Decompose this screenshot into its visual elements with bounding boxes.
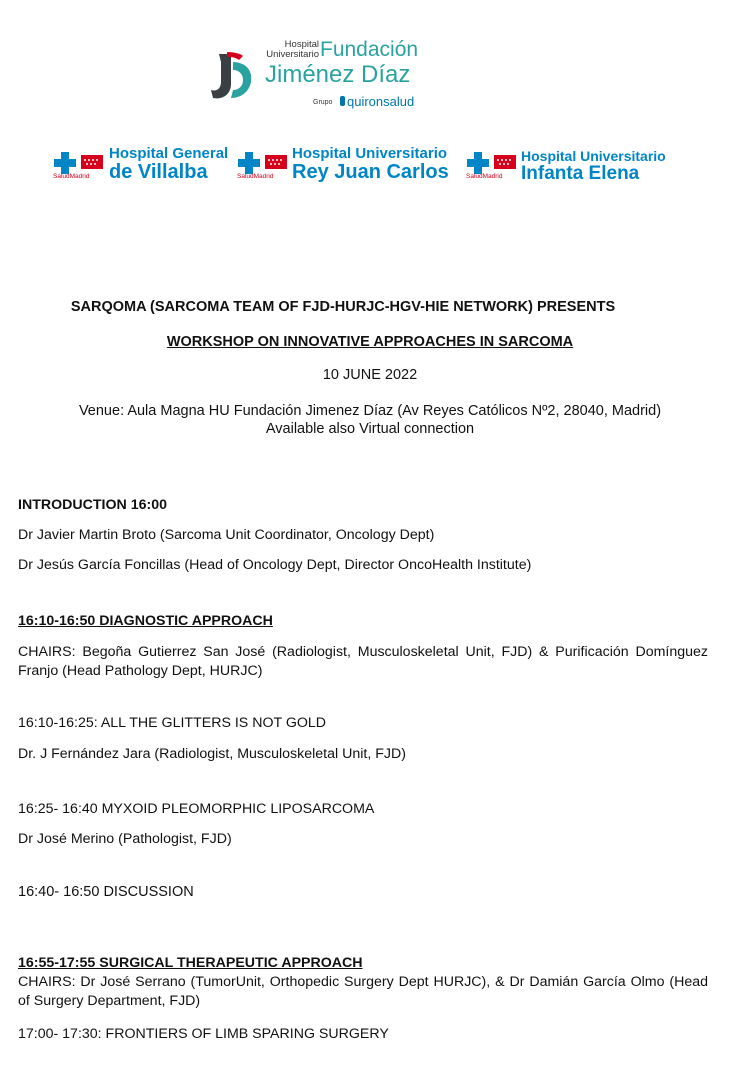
intro-title: INTRODUCTION 16:00 <box>18 497 167 513</box>
grupo-label: Grupo <box>313 99 333 106</box>
talk1-title: 16:10-16:25: ALL THE GLITTERS IS NOT GOLD <box>18 715 327 731</box>
fjd-name-line1: Fundación <box>320 38 419 61</box>
surgical-title: 16:55-17:55 SURGICAL THERAPEUTIC APPROACH <box>18 955 363 971</box>
saludmadrid-label: SaludMadrid <box>466 173 503 180</box>
talk2-title: 16:25- 16:40 MYXOID PLEOMORPHIC LIPOSARCOMA <box>18 801 375 817</box>
quironsalud-logo: quironsalud <box>347 94 415 109</box>
fjd-logo-icon <box>205 50 255 105</box>
saludmadrid-label: SaludMadrid <box>53 173 90 180</box>
saludmadrid-label: SaludMadrid <box>237 173 274 180</box>
fjd-small-line1: Hospital <box>284 39 319 50</box>
talk2-speaker: Dr José Merino (Pathologist, FJD) <box>18 831 232 847</box>
virtual-text: Available also Virtual connection <box>265 421 475 437</box>
intro-speaker-2: Dr Jesús García Foncillas (Head of Oncology Dept, Director OncoHealth Institute) <box>18 557 532 573</box>
discussion: 16:40- 16:50 DISCUSSION <box>18 884 194 900</box>
talk1-speaker: Dr. J Fernández Jara (Radiologist, Musculoskeletal Unit, FJD) <box>18 746 406 762</box>
diagnostic-title: 16:10-16:50 DIAGNOSTIC APPROACH <box>18 613 273 629</box>
hospital-line1: Hospital Universitario <box>521 148 666 164</box>
fjd-small-line2: Universitario <box>266 49 319 60</box>
hospital-line2: de Villalba <box>109 161 208 183</box>
fjd-name-line2: Jiménez Díaz <box>265 61 411 88</box>
fjd-logo <box>205 50 255 105</box>
surgical-chairs: CHAIRS: Dr José Serrano (TumorUnit, Orthopedic Surgery Dept HURJC), & Dr Damián García Olmo (Head of Surgery Department, FJD) <box>18 974 708 1009</box>
hospital-line2: Infanta Elena <box>521 163 640 184</box>
quiron-icon <box>340 96 345 106</box>
talk3-title: 17:00- 17:30: FRONTIERS OF LIMB SPARING SURGERY <box>18 1026 389 1042</box>
hospital-line1: Hospital General <box>109 145 229 162</box>
fjd-hospital-universitario <box>262 40 319 60</box>
intro-speaker-1: Dr Javier Martin Broto (Sarcoma Unit Coordinator, Oncology Dept) <box>18 527 435 543</box>
diagnostic-chairs: CHAIRS: Begoña Gutierrez San José (Radiologist, Musculoskeletal Unit, FJD) & Purificación Domínguez Franjo (Head Pathology Dept, HURJC) <box>18 644 708 679</box>
hospital-logo-villalba <box>53 145 238 190</box>
hospital-logo-reyjuancarlos <box>237 145 467 190</box>
presents-title: SARQOMA (SARCOMA TEAM OF FJD-HURJC-HGV-HIE NETWORK) PRESENTS <box>70 299 616 315</box>
event-date: 10 JUNE 2022 <box>322 367 418 383</box>
hospital-logo-infantaelena <box>466 145 696 190</box>
venue-text: Venue: Aula Magna HU Fundación Jimenez Díaz (Av Reyes Católicos Nº2, 28040, Madrid) <box>78 403 662 419</box>
hospital-line2: Rey Juan Carlos <box>292 161 449 183</box>
workshop-title: WORKSHOP ON INNOVATIVE APPROACHES IN SARCOMA <box>166 334 574 350</box>
hospital-line1: Hospital Universitario <box>292 145 448 162</box>
